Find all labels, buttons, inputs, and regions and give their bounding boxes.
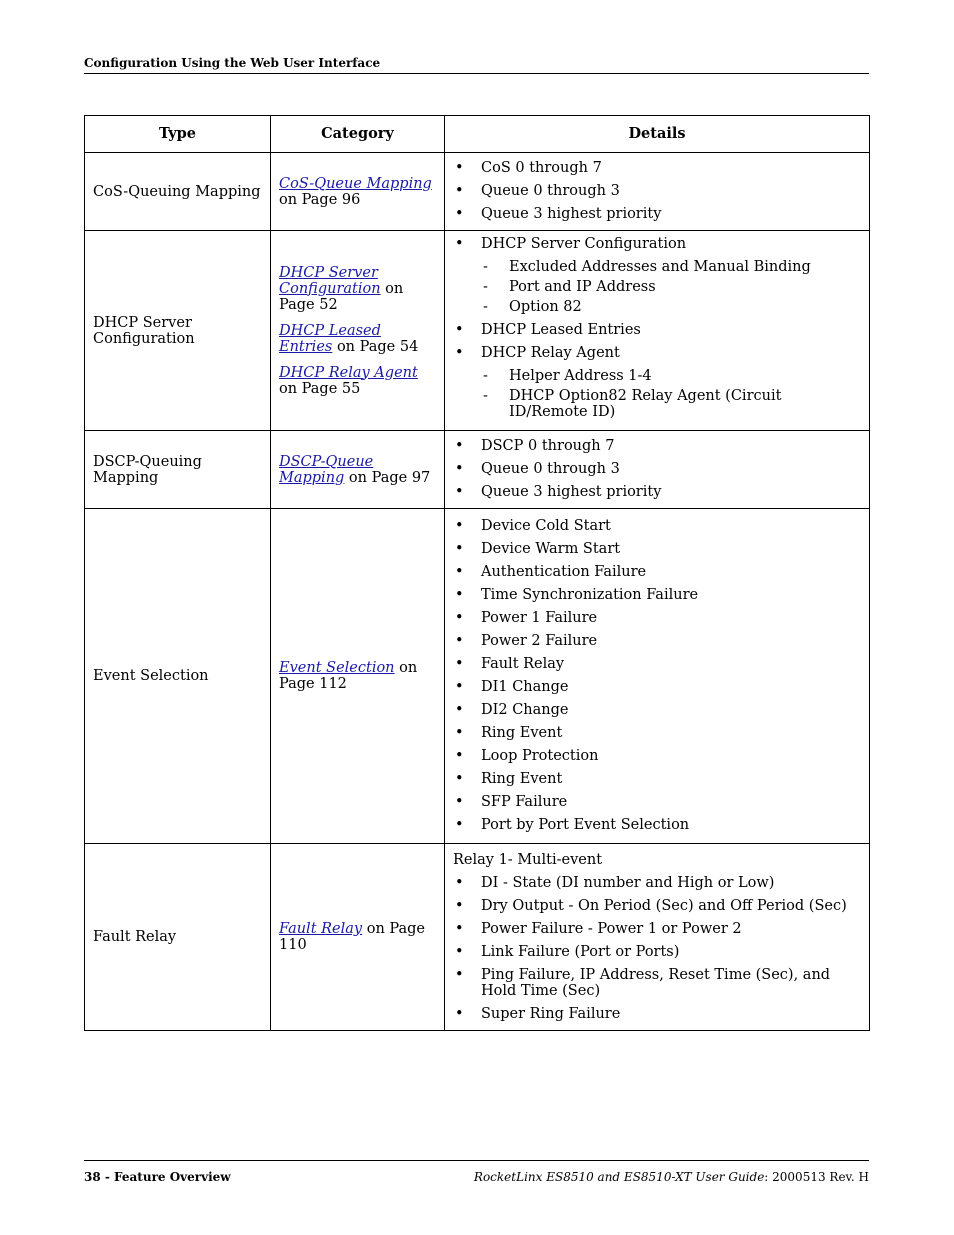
details-item <box>453 898 861 914</box>
category-link[interactable]: DHCP Server Configuration <box>279 264 381 297</box>
details-item-text: Power 2 Failure <box>481 633 598 649</box>
cell-type: Event Selection <box>85 509 271 844</box>
cell-type: DSCP-Queuing Mapping <box>85 431 271 509</box>
details-subitem: - DHCP Option82 Relay Agent (Circuit ID/Remote ID) <box>481 388 861 420</box>
details-item-text: Queue 3 highest priority <box>481 484 662 500</box>
category-reference <box>279 323 436 355</box>
column-header-type: Type <box>85 116 271 153</box>
details-item-text: Ping Failure, IP Address, Reset Time (Sec), and Hold Time (Sec) <box>481 966 831 999</box>
details-item <box>453 656 861 672</box>
cell-type: Fault Relay <box>85 844 271 1031</box>
cell-category <box>271 231 445 431</box>
page-reference: on Page 110 <box>279 921 426 953</box>
details-item-text: DI1 Change <box>481 679 569 695</box>
details-item-text: Device Warm Start <box>481 541 621 557</box>
details-item <box>453 702 861 718</box>
details-item-text: Fault Relay <box>481 656 565 672</box>
category-link[interactable]: DSCP-Queue Mapping <box>279 453 374 486</box>
cell-type: DHCP Server Configuration <box>85 231 271 431</box>
details-item-text: Dry Output - On Period (Sec) and Off Period (Sec) <box>481 897 847 914</box>
details-item-text: Loop Protection <box>481 748 599 764</box>
details-item <box>453 679 861 695</box>
details-item-text: Queue 0 through 3 <box>481 461 620 477</box>
details-item <box>453 771 861 787</box>
details-list <box>453 160 861 222</box>
details-item <box>453 345 861 420</box>
details-item <box>453 1006 861 1022</box>
category-reference <box>279 921 436 953</box>
details-item-text: Device Cold Start <box>481 518 611 534</box>
category-reference <box>279 365 436 397</box>
details-subitem: - Helper Address 1-4 <box>481 368 861 384</box>
details-item-text: DHCP Relay Agent <box>481 345 620 361</box>
column-header-category: Category <box>271 116 445 153</box>
table-body <box>85 153 870 1031</box>
cell-category <box>271 509 445 844</box>
details-item-text: Authentication Failure <box>481 564 647 580</box>
details-item-text: DHCP Leased Entries <box>481 322 641 338</box>
details-list <box>453 518 861 833</box>
feature-table <box>84 115 870 1031</box>
details-item <box>453 564 861 580</box>
table-header-row <box>85 116 870 153</box>
details-item <box>453 921 861 937</box>
category-link[interactable]: CoS-Queue Mapping <box>279 175 432 192</box>
details-item-text: Time Synchronization Failure <box>481 587 699 603</box>
details-intro: Relay 1- Multi-event <box>453 851 603 868</box>
category-link[interactable]: Event Selection <box>279 660 395 676</box>
details-item-text: Port by Port Event Selection <box>481 817 690 833</box>
details-item-text: Power 1 Failure <box>481 610 598 626</box>
table-row <box>85 431 870 509</box>
cell-details <box>445 153 870 231</box>
details-item <box>453 817 861 833</box>
cell-category <box>271 431 445 509</box>
details-item <box>453 610 861 626</box>
table-row <box>85 153 870 231</box>
category-reference <box>279 660 436 692</box>
category-reference <box>279 454 436 486</box>
details-sublist <box>481 368 861 420</box>
details-item-text: Power Failure - Power 1 or Power 2 <box>481 920 742 937</box>
category-link[interactable]: DHCP Leased Entries <box>279 322 381 355</box>
category-reference <box>279 176 436 208</box>
cell-category <box>271 153 445 231</box>
details-item-text: Queue 3 highest priority <box>481 206 662 222</box>
details-item <box>453 587 861 603</box>
footer-page-label: 38 - Feature Overview <box>84 1170 231 1184</box>
column-header-details: Details <box>445 116 870 153</box>
details-sublist <box>481 259 861 315</box>
details-list <box>453 236 861 420</box>
cell-category <box>271 844 445 1031</box>
details-item-text: CoS 0 through 7 <box>481 160 602 176</box>
cell-details <box>445 231 870 431</box>
details-item-text: SFP Failure <box>481 794 568 810</box>
table-row <box>85 844 870 1031</box>
details-item <box>453 518 861 534</box>
details-item-text: DI2 Change <box>481 702 569 718</box>
category-reference <box>279 265 436 313</box>
details-item <box>453 944 861 960</box>
cell-type: CoS-Queuing Mapping <box>85 153 271 231</box>
details-item <box>453 875 861 891</box>
details-item <box>453 541 861 557</box>
page-reference: on Page 112 <box>279 660 418 692</box>
footer-revision: : 2000513 Rev. H <box>764 1170 869 1184</box>
details-item <box>453 236 861 315</box>
category-link[interactable]: Fault Relay <box>279 921 363 937</box>
page-reference: on Page 55 <box>279 380 361 397</box>
details-item <box>453 160 861 176</box>
footer-guide-name: RocketLinx ES8510 and ES8510-XT User Guide <box>473 1170 765 1184</box>
details-item <box>453 794 861 810</box>
page-reference: on Page 96 <box>279 191 361 208</box>
details-subitem: - Option 82 <box>481 299 861 315</box>
table-row <box>85 509 870 844</box>
details-item <box>453 183 861 199</box>
details-list <box>453 875 861 1022</box>
details-item-text: Link Failure (Port or Ports) <box>481 943 680 960</box>
details-list <box>453 438 861 500</box>
category-link[interactable]: DHCP Relay Agent <box>279 364 418 381</box>
footer-doc-title <box>474 1170 869 1184</box>
details-item-text: DI - State (DI number and High or Low) <box>481 874 775 891</box>
details-item-text: Super Ring Failure <box>481 1005 621 1022</box>
page-reference: on Page 54 <box>332 338 419 355</box>
details-item-text: Ring Event <box>481 771 563 787</box>
details-item <box>453 633 861 649</box>
details-item <box>453 748 861 764</box>
page-footer <box>84 1160 869 1184</box>
cell-details <box>445 431 870 509</box>
details-item <box>453 322 861 338</box>
details-item <box>453 206 861 222</box>
details-item <box>453 484 861 500</box>
details-item <box>453 725 861 741</box>
details-item <box>453 967 861 999</box>
details-item-text: DSCP 0 through 7 <box>481 438 615 454</box>
details-item <box>453 461 861 477</box>
cell-details <box>445 509 870 844</box>
details-item-text: Queue 0 through 3 <box>481 183 620 199</box>
details-subitem: - Port and IP Address <box>481 279 861 295</box>
details-subitem: - Excluded Addresses and Manual Binding <box>481 259 861 275</box>
table-row <box>85 231 870 431</box>
details-item-text: Ring Event <box>481 725 563 741</box>
running-header: Configuration Using the Web User Interface <box>84 56 869 74</box>
cell-details <box>445 844 870 1031</box>
details-item-text: DHCP Server Configuration <box>481 236 687 252</box>
details-item <box>453 438 861 454</box>
page-reference: on Page 52 <box>279 280 404 313</box>
page-reference: on Page 97 <box>344 469 431 486</box>
